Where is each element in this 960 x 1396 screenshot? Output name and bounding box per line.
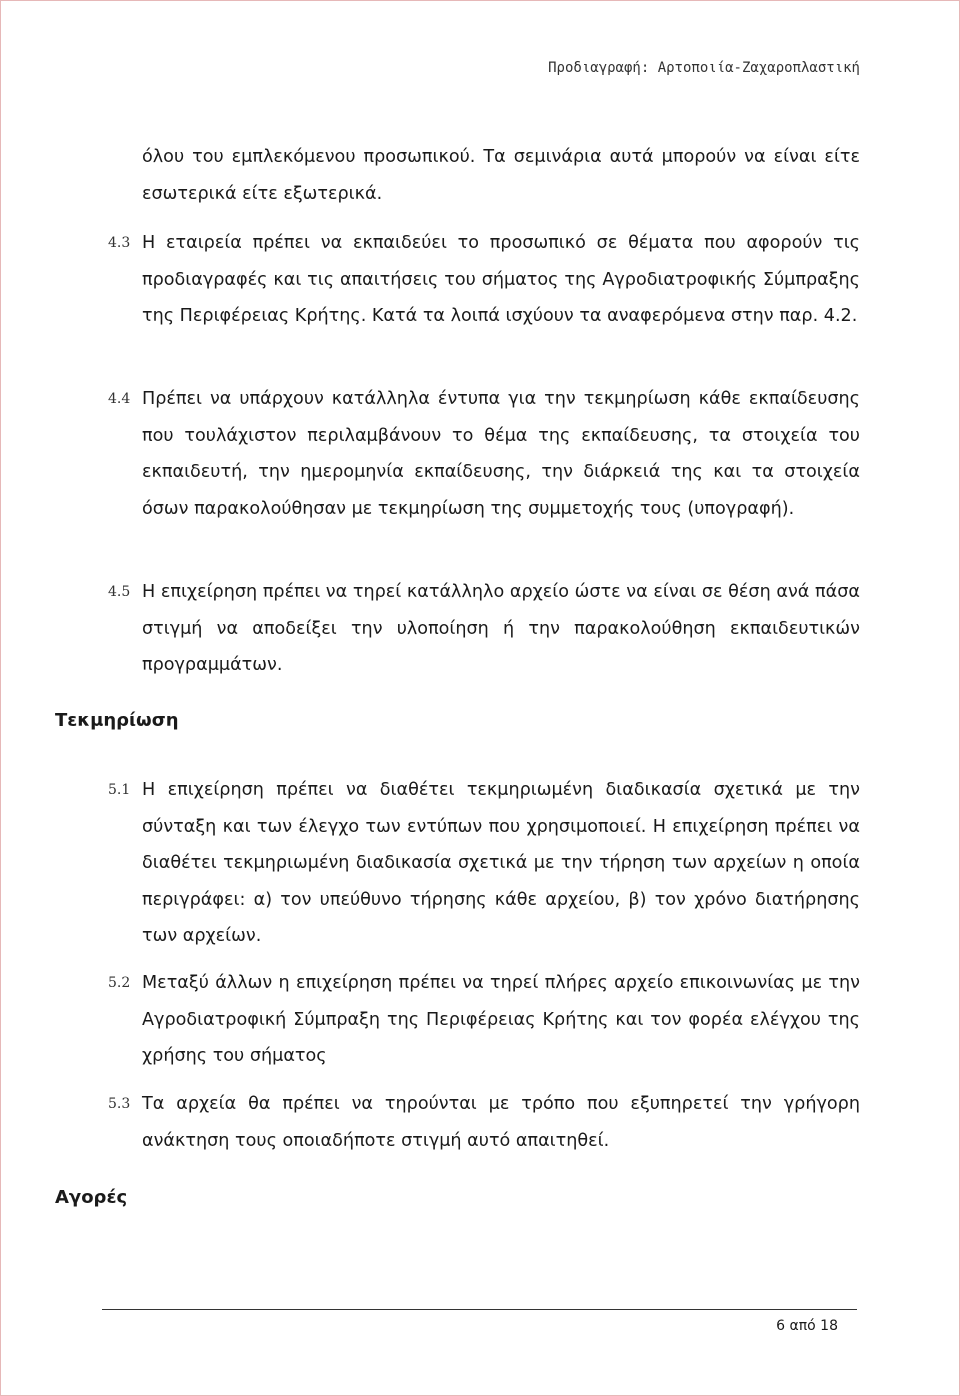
paragraph-number: 5.2 (108, 975, 131, 991)
paragraph-4-4 (108, 381, 860, 527)
paragraph-5-3 (108, 1086, 860, 1159)
paragraph-number: 5.3 (108, 1096, 131, 1112)
paragraph-4-5 (108, 574, 860, 684)
paragraph-number: 5.1 (108, 782, 131, 798)
paragraph-text: Η επιχείρηση πρέπει να τηρεί κατάλληλο αρχείο ώστε να είναι σε θέση ανά πάσα στιγμή να αποδείξει την υλοποίηση ή την παρακολούθηση εκπαιδευτικών προγραμμάτων. (142, 582, 860, 675)
paragraph-text: όλου του εμπλεκόμενου προσωπικού. Τα σεμινάρια αυτά μπορούν να είναι είτε εσωτερικά είτε εξωτερικά. (142, 147, 860, 204)
paragraph-text: Μεταξύ άλλων η επιχείρηση πρέπει να τηρεί πλήρες αρχείο επικοινωνίας με την Αγροδιατροφική Σύμπραξη της Περιφέρειας Κρήτης και τον φορέα ελέγχου της χρήσης του σήματος (142, 973, 860, 1066)
paragraph-continued (142, 139, 860, 212)
paragraph-4-3 (108, 225, 860, 335)
paragraph-text: Η επιχείρηση πρέπει να διαθέτει τεκμηριωμένη διαδικασία σχετικά με την σύνταξη και των έλεγχο των εντύπων που χρησιμοποιεί. Η επιχείρηση πρέπει να διαθέτει τεκμηριωμένη διαδικασία σχετικά με την τήρηση των αρχείων η οποία περιγράφει: α) τον υπεύθυνο τήρησης κάθε αρχείου, β) τον χρόνο διατήρησης των αρχείων. (142, 780, 860, 946)
paragraph-number: 4.4 (108, 391, 131, 407)
paragraph-number: 4.5 (108, 584, 131, 600)
paragraph-5-2 (108, 965, 860, 1075)
page-number: 6 από 18 (776, 1318, 838, 1334)
paragraph-number: 4.3 (108, 235, 131, 251)
paragraph-text: Η εταιρεία πρέπει να εκπαιδεύει το προσωπικό σε θέματα που αφορούν τις προδιαγραφές και τις απαιτήσεις του σήματος της Αγροδιατροφικής Σύμπραξης της Περιφέρειας Κρήτης. Κατά τα λοιπά ισχύουν τα αναφερόμενα στην παρ. 4.2. (142, 233, 860, 326)
footer-divider (102, 1309, 857, 1310)
section-title-documentation: Τεκμηρίωση (55, 710, 179, 731)
paragraph-5-1 (108, 772, 860, 955)
paragraph-text: Τα αρχεία θα πρέπει να τηρούνται με τρόπο που εξυπηρετεί την γρήγορη ανάκτηση τους οποιαδήποτε στιγμή αυτό απαιτηθεί. (142, 1094, 860, 1151)
section-title-purchases: Αγορές (55, 1187, 128, 1208)
paragraph-text: Πρέπει να υπάρχουν κατάλληλα έντυπα για την τεκμηρίωση κάθε εκπαίδευσης που τουλάχιστον περιλαμβάνουν το θέμα της εκπαίδευσης, τα στοιχεία του εκπαιδευτή, την ημερομηνία εκπαίδευσης, την διάρκειά της και τα στοιχεία όσων παρακολούθησαν με τεκμηρίωση της συμμετοχής τους (υπογραφή). (142, 389, 860, 519)
document-header-title: Προδιαγραφή: Αρτοποιία-Ζαχαροπλαστική (548, 60, 860, 76)
